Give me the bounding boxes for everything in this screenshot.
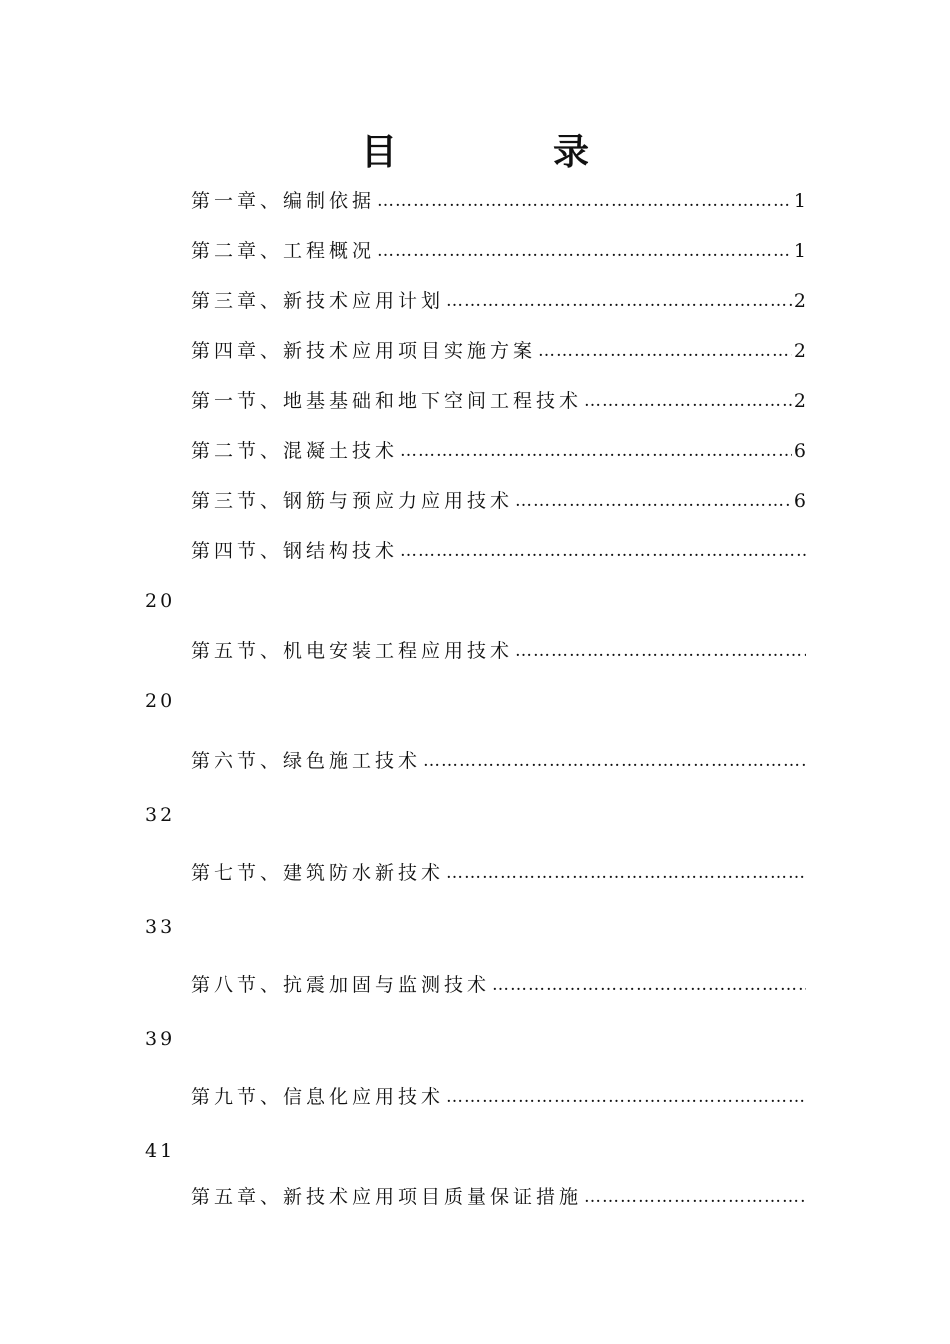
toc-entry-label: 第四节、钢结构技术 xyxy=(191,540,399,562)
toc-leader-dots xyxy=(446,286,792,316)
toc-entry-page: 1 xyxy=(793,190,806,212)
toc-entry-page: 39 xyxy=(145,1028,176,1050)
toc-entry-page: 33 xyxy=(145,916,176,938)
toc-entry xyxy=(191,186,806,216)
toc-entry-label: 第五章、新技术应用项目质量保证措施 xyxy=(191,1186,583,1208)
toc-entry xyxy=(191,536,806,566)
toc-entry xyxy=(191,858,806,888)
toc-entry-label: 第二节、混凝土技术 xyxy=(191,440,399,462)
toc-title: 目 录 xyxy=(360,132,649,173)
toc-entry-label: 第五节、机电安装工程应用技术 xyxy=(191,640,514,662)
toc-entry xyxy=(191,486,806,516)
toc-leader-dots xyxy=(584,386,792,416)
toc-entry-page: 20 xyxy=(145,590,176,612)
toc-leader-dots xyxy=(400,536,806,566)
toc-entry-label: 第一章、编制依据 xyxy=(191,190,376,212)
toc-entry-page: 2 xyxy=(793,290,806,312)
toc-entry-label: 第四章、新技术应用项目实施方案 xyxy=(191,340,537,362)
toc-entry xyxy=(191,636,806,666)
toc-entry-label: 第三节、钢筋与预应力应用技术 xyxy=(191,490,514,512)
toc-entry-page: 6 xyxy=(793,440,806,462)
toc-entry-label: 第二章、工程概况 xyxy=(191,240,376,262)
toc-entry xyxy=(191,336,806,366)
toc-entry-page: 2 xyxy=(793,390,806,412)
toc-leader-dots xyxy=(515,636,806,666)
toc-leader-dots xyxy=(423,746,806,776)
toc-entry-label: 第八节、抗震加固与监测技术 xyxy=(191,974,491,996)
toc-entry xyxy=(191,436,806,466)
toc-entry-label: 第七节、建筑防水新技术 xyxy=(191,862,445,884)
toc-entry-label: 第三章、新技术应用计划 xyxy=(191,290,445,312)
toc-leader-dots xyxy=(446,858,806,888)
toc-entry xyxy=(191,286,806,316)
toc-entry-page: 41 xyxy=(145,1140,176,1162)
toc-entry-label: 第六节、绿色施工技术 xyxy=(191,750,422,772)
toc-entry-page: 20 xyxy=(145,690,176,712)
toc-leader-dots xyxy=(538,336,792,366)
toc-leader-dots xyxy=(515,486,792,516)
toc-leader-dots xyxy=(584,1182,806,1212)
toc-leader-dots xyxy=(377,236,792,266)
toc-entry-page: 2 xyxy=(793,340,806,362)
toc-leader-dots xyxy=(492,970,806,1000)
toc-entry-page: 1 xyxy=(793,240,806,262)
toc-leader-dots xyxy=(446,1082,806,1112)
toc-entry xyxy=(191,1182,806,1212)
toc-entry xyxy=(191,746,806,776)
toc-entry-page: 32 xyxy=(145,804,176,826)
toc-leader-dots xyxy=(377,186,792,216)
toc-entry xyxy=(191,970,806,1000)
toc-entry xyxy=(191,386,806,416)
toc-entry-label: 第九节、信息化应用技术 xyxy=(191,1086,445,1108)
toc-entry xyxy=(191,236,806,266)
toc-leader-dots xyxy=(400,436,792,466)
toc-entry-label: 第一节、地基基础和地下空间工程技术 xyxy=(191,390,583,412)
toc-entry-page: 6 xyxy=(793,490,806,512)
toc-entry xyxy=(191,1082,806,1112)
